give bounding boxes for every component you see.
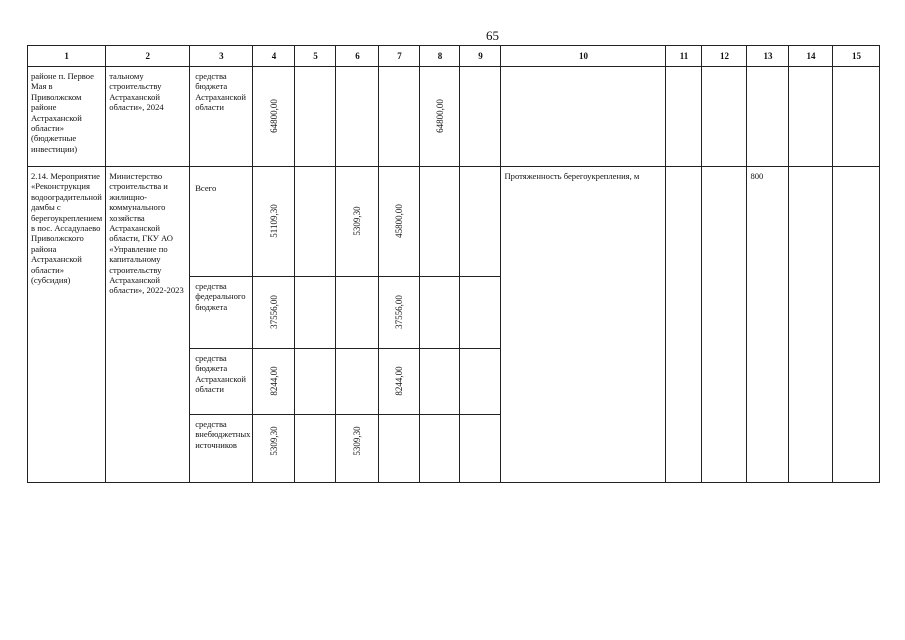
source-text: средства федерального бюджета <box>195 281 246 312</box>
cell-col15 <box>833 167 880 483</box>
activity-text: районе п. Первое Мая в Приволжском районе Астраханской области» (бюджетные инвестиции) <box>31 71 94 154</box>
cell-col9 <box>460 277 501 349</box>
amount-value: 5309,30 <box>352 206 363 236</box>
column-header: 15 <box>833 46 880 67</box>
amount-value: 5309,30 <box>352 426 363 457</box>
cell-source <box>190 167 253 277</box>
cell-col6 <box>336 349 379 415</box>
cell-col6 <box>336 277 379 349</box>
cell-col7 <box>379 167 420 277</box>
column-header: 12 <box>702 46 747 67</box>
column-header: 11 <box>666 46 702 67</box>
cell-col8 <box>420 167 460 277</box>
executor-text: Министерство строительства и жилищно-коммунального хозяйства Астраханской области, ГКУ АО «Управление по капитальному строительству Астраханской области», 2022-2023 <box>109 171 184 296</box>
cell-col9 <box>460 349 501 415</box>
cell-indicator <box>501 67 666 167</box>
cell-col8 <box>420 277 460 349</box>
amount-value: 64800,00 <box>434 99 445 133</box>
cell-col8 <box>420 349 460 415</box>
cell-col6 <box>336 67 379 167</box>
table-row <box>28 167 880 277</box>
column-header: 4 <box>253 46 295 67</box>
cell-col4 <box>253 167 295 277</box>
source-text: средства внебюджетных источников <box>195 419 251 450</box>
amount-value: 51109,30 <box>268 204 279 238</box>
executor-text: тальному строительству Астраханской области», 2024 <box>109 71 164 113</box>
amount-value: 37556,00 <box>394 295 405 329</box>
cell-col13 <box>747 67 789 167</box>
cell-col7 <box>379 415 420 483</box>
cell-col9 <box>460 67 501 167</box>
cell-col14 <box>789 67 833 167</box>
column-header: 3 <box>190 46 253 67</box>
budget-table <box>27 45 880 483</box>
cell-col12 <box>702 67 747 167</box>
cell-col15 <box>833 67 880 167</box>
cell-indicator <box>501 167 666 483</box>
cell-col7 <box>379 277 420 349</box>
cell-col4 <box>253 277 295 349</box>
column-header: 10 <box>501 46 666 67</box>
cell-col5 <box>295 277 336 349</box>
cell-source <box>190 277 253 349</box>
cell-col5 <box>295 349 336 415</box>
header-row <box>28 46 880 67</box>
column-header: 9 <box>460 46 501 67</box>
source-text: средства бюджета Астраханской области <box>195 353 247 395</box>
cell-col9 <box>460 167 501 277</box>
column-header: 5 <box>295 46 336 67</box>
amount-value: 37556,00 <box>268 295 279 329</box>
cell-source <box>190 349 253 415</box>
amount-value: 8244,00 <box>394 366 405 396</box>
cell-activity <box>28 67 106 167</box>
cell-col12 <box>702 167 747 483</box>
cell-executor <box>106 67 190 167</box>
column-header: 6 <box>336 46 379 67</box>
column-header: 7 <box>379 46 420 67</box>
amount-value: 8244,00 <box>268 366 279 396</box>
cell-col6 <box>336 415 379 483</box>
column-header: 1 <box>28 46 106 67</box>
amount-value: 45800,00 <box>394 204 405 238</box>
source-text: средства бюджета Астраханской области <box>195 71 247 113</box>
table-row <box>28 67 880 167</box>
target-value: 800 <box>750 171 764 181</box>
page-number: 65 <box>486 28 499 43</box>
cell-source <box>190 67 253 167</box>
column-header: 8 <box>420 46 460 67</box>
amount-value: 64800,00 <box>268 99 279 133</box>
activity-text: 2.14. Мероприятие «Реконструкция водооградительной дамбы с берегоукреплением в пос. Ассадулаево Приволжского района Астраханской области» (субсидия) <box>31 171 103 286</box>
cell-executor <box>106 167 190 483</box>
cell-col8 <box>420 67 460 167</box>
cell-col4 <box>253 67 295 167</box>
cell-col4 <box>253 349 295 415</box>
column-header: 14 <box>789 46 833 67</box>
cell-col11 <box>666 167 702 483</box>
cell-col8 <box>420 415 460 483</box>
cell-col7 <box>379 349 420 415</box>
cell-col11 <box>666 67 702 167</box>
cell-activity <box>28 167 106 483</box>
indicator-text: Протяженность берегоукрепления, м <box>504 171 640 181</box>
cell-col5 <box>295 415 336 483</box>
cell-col5 <box>295 67 336 167</box>
source-text: Всего <box>195 183 217 193</box>
amount-value: 5309,30 <box>268 426 279 457</box>
column-header: 2 <box>106 46 190 67</box>
cell-source <box>190 415 253 483</box>
cell-col7 <box>379 67 420 167</box>
column-header: 13 <box>747 46 789 67</box>
cell-col13 <box>747 167 789 483</box>
cell-col9 <box>460 415 501 483</box>
cell-col4 <box>253 415 295 483</box>
cell-col5 <box>295 167 336 277</box>
cell-col6 <box>336 167 379 277</box>
cell-col14 <box>789 167 833 483</box>
